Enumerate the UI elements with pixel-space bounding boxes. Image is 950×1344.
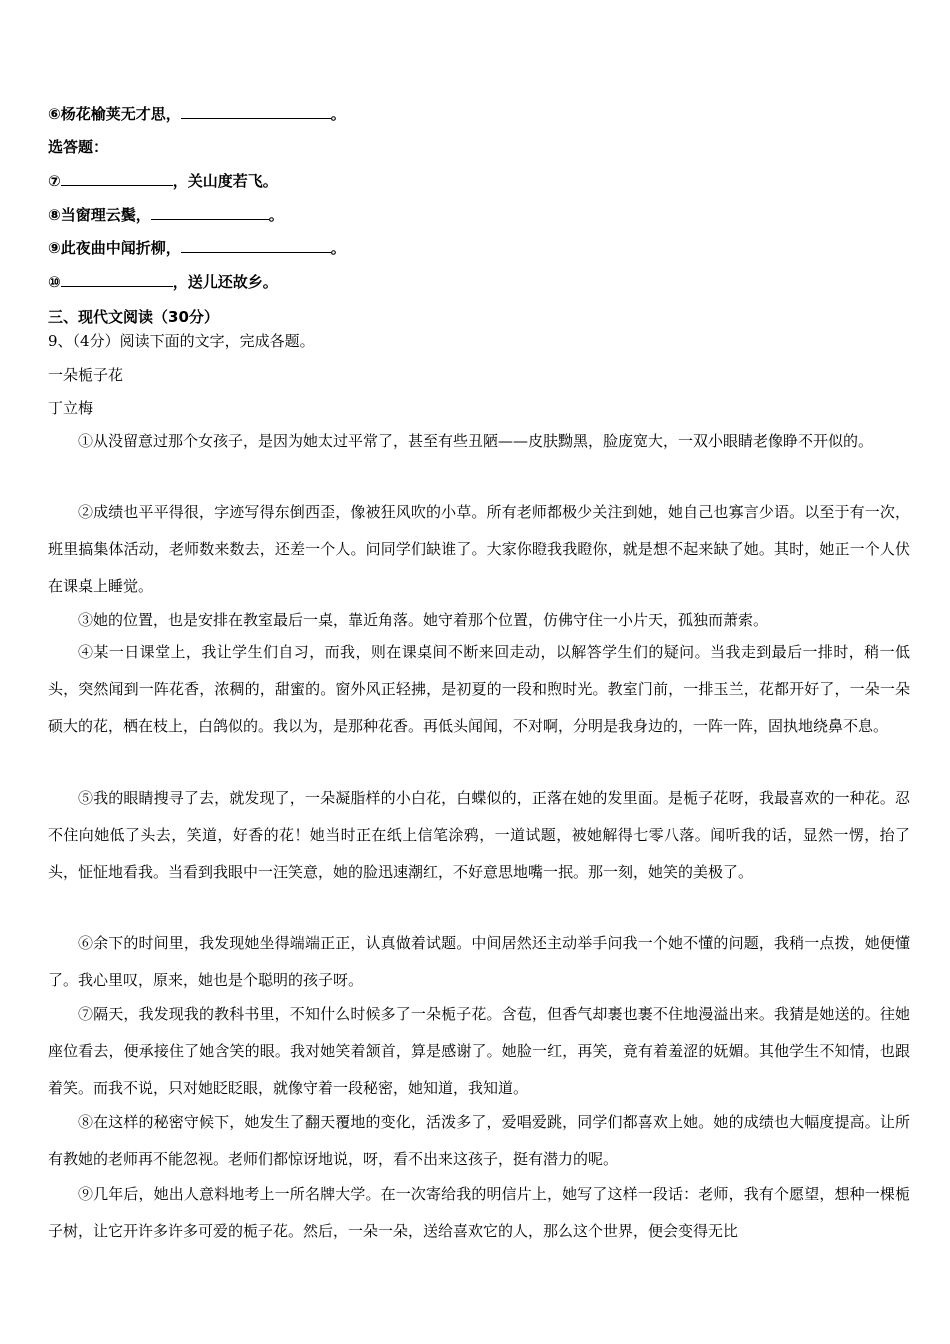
q9-end: 。 xyxy=(330,239,346,257)
q8-prompt: ⑧当窗理云鬓， xyxy=(48,206,151,224)
q6-end: 。 xyxy=(330,105,346,123)
story-paragraph-9: ⑨几年后，她出人意料地考上一所名牌大学。在一次寄给我的明信片上，她写了这样一段话：老师，我有个愿望，想种一棵栀子树，让它开许多许多可爱的栀子花。然后，一朵一朵，送给喜欢它的人，那么这个世界，便会变得无比 xyxy=(48,1185,910,1240)
q10-number: ⑩ xyxy=(48,273,61,291)
q6-answer-blank[interactable] xyxy=(181,103,331,119)
story-paragraph-2: ②成绩也平平得很，字迹写得东倒西歪，像被狂风吹的小草。所有老师都极少关注到她，她自己也寡言少语。以至于有一次，班里搞集体活动，老师数来数去，还差一个人。问同学们缺谁了。大家你瞪我我瞪你，就是想不起来缺了她。其时，她正一个人伏在课桌上睡觉。 xyxy=(48,503,910,595)
question-instruction: 9、（4分）阅读下面的文字，完成各题。 xyxy=(48,332,315,350)
story-title: 一朵栀子花 xyxy=(48,366,124,384)
q7-answer-blank[interactable] xyxy=(61,170,173,186)
recitation-q10 xyxy=(48,271,908,292)
story-paragraph-6: ⑥余下的时间里，我发现她坐得端端正正，认真做着试题。中间居然还主动举手问我一个她不懂的问题，我稍一点拨，她便懂了。我心里叹，原来，她也是个聪明的孩子呀。 xyxy=(48,934,910,989)
recitation-q7 xyxy=(48,170,908,191)
recitation-q9 xyxy=(48,237,908,258)
section-heading: 三、现代文阅读（30分） xyxy=(48,308,219,326)
q9-prompt: ⑨此夜曲中闻折柳， xyxy=(48,239,181,257)
q7-number: ⑦ xyxy=(48,172,61,190)
q6-prompt: ⑥杨花榆荚无才思， xyxy=(48,105,181,123)
q10-answer-blank[interactable] xyxy=(61,271,173,287)
story-paragraph-1: ①从没留意过那个女孩子，是因为她太过平常了，甚至有些丑陋——皮肤黝黑，脸庞宽大，一双小眼睛老像睁不开似的。 xyxy=(78,432,874,450)
story-paragraph-7: ⑦隔天，我发现我的教科书里，不知什么时候多了一朵栀子花。含苞，但香气却裹也裹不住地漫溢出来。我猜是她送的。往她座位看去，便承接住了她含笑的眼。我对她笑着颔首，算是感谢了。她脸一红，再笑，竟有着羞涩的妩媚。其他学生不知情，也跟着笑。而我不说，只对她眨眨眼，就像守着一段秘密，她知道，我知道。 xyxy=(48,1005,910,1097)
story-author: 丁立梅 xyxy=(48,399,94,417)
recitation-q8 xyxy=(48,204,908,225)
q7-verse: ，关山度若飞。 xyxy=(172,172,278,190)
q8-end: 。 xyxy=(268,206,284,224)
story-paragraph-5: ⑤我的眼睛搜寻了去，就发现了，一朵凝脂样的小白花，白蝶似的，正落在她的发里面。是栀子花呀，我最喜欢的一种花。忍不住向她低了头去，笑道，好香的花！她当时正在纸上信笔涂鸦，一道试题，被她解得七零八落。闻听我的话，显然一愣，抬了头，怔怔地看我。当看到我眼中一汪笑意，她的脸迅速潮红，不好意思地嘴一抿。那一刻，她笑的美极了。 xyxy=(48,789,910,881)
q10-verse: ，送儿还故乡。 xyxy=(172,273,278,291)
choice-questions-label: 选答题： xyxy=(48,138,109,156)
recitation-q6 xyxy=(48,103,908,124)
q9-answer-blank[interactable] xyxy=(181,237,331,253)
q8-answer-blank[interactable] xyxy=(151,204,269,220)
story-paragraph-4: ④某一日课堂上，我让学生们自习，而我，则在课桌间不断来回走动，以解答学生们的疑问。当我走到最后一排时，稍一低头，突然闻到一阵花香，浓稠的，甜蜜的。窗外风正轻拂，是初夏的一段和煦时光。教室门前，一排玉兰，花都开好了，一朵一朵硕大的花，栖在枝上，白鸽似的。我以为，是那种花香。再低头闻闻，不对啊，分明是我身边的，一阵一阵，固执地绕鼻不息。 xyxy=(48,643,910,735)
story-paragraph-3: ③她的位置，也是安排在教室最后一桌，靠近角落。她守着那个位置，仿佛守住一小片天，孤独而萧索。 xyxy=(78,611,769,629)
story-paragraph-8: ⑧在这样的秘密守候下，她发生了翻天覆地的变化，活泼多了，爱唱爱跳，同学们都喜欢上她。她的成绩也大幅度提高。让所有教她的老师再不能忽视。老师们都惊讶地说，呀，看不出来这孩子，挺有潜力的呢。 xyxy=(48,1113,910,1168)
